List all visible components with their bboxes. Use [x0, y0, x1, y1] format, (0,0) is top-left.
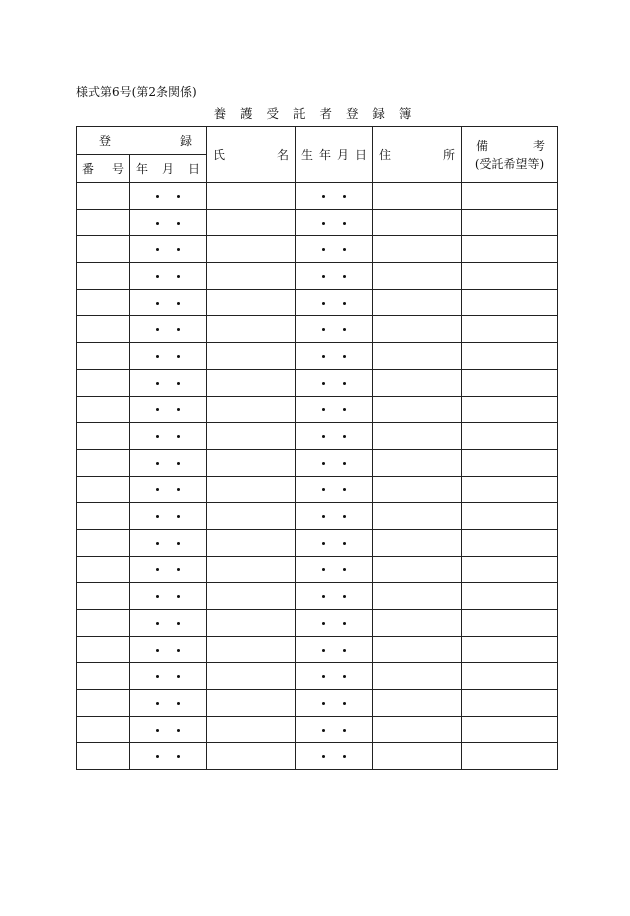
- birthdate-cell[interactable]: [296, 396, 373, 423]
- birthdate-cell[interactable]: [296, 716, 373, 743]
- number-cell[interactable]: [77, 183, 130, 210]
- date-separator-dot: [322, 595, 325, 598]
- date-separator-dot: [343, 595, 346, 598]
- date-separator-dot: [156, 382, 159, 385]
- date-separator-dot: [177, 435, 180, 438]
- date-header: [130, 155, 207, 183]
- birthdate-cell[interactable]: [296, 343, 373, 370]
- date-cell[interactable]: [130, 236, 207, 263]
- birthdate-cell[interactable]: [296, 423, 373, 450]
- address-cell[interactable]: [373, 476, 462, 503]
- date-separator-dot: [177, 595, 180, 598]
- date-separator-dot: [322, 755, 325, 758]
- address-cell[interactable]: [373, 690, 462, 717]
- address-cell[interactable]: [373, 583, 462, 610]
- number-cell[interactable]: [77, 396, 130, 423]
- remarks-cell[interactable]: [462, 209, 558, 236]
- date-separator-dot: [156, 222, 159, 225]
- number-cell[interactable]: [77, 316, 130, 343]
- table-row: [77, 423, 558, 450]
- address-cell[interactable]: [373, 716, 462, 743]
- date-separator-dot: [343, 729, 346, 732]
- name-cell[interactable]: [207, 690, 296, 717]
- date-separator-dot: [156, 755, 159, 758]
- number-cell[interactable]: [77, 289, 130, 316]
- remarks-cell[interactable]: [462, 690, 558, 717]
- registration-label-2: 録: [179, 134, 192, 148]
- address-cell[interactable]: [373, 316, 462, 343]
- remarks-cell[interactable]: [462, 263, 558, 290]
- table-row: [77, 636, 558, 663]
- date-separator-dot: [156, 622, 159, 625]
- name-cell[interactable]: [207, 316, 296, 343]
- name-cell[interactable]: [207, 423, 296, 450]
- remarks-cell[interactable]: [462, 369, 558, 396]
- address-cell[interactable]: [373, 636, 462, 663]
- date-separator-dot: [177, 515, 180, 518]
- date-separator-dot: [156, 328, 159, 331]
- date-separator-dot: [322, 408, 325, 411]
- address-cell[interactable]: [373, 209, 462, 236]
- date-separator-dot: [343, 675, 346, 678]
- date-separator-dot: [177, 542, 180, 545]
- date-separator-dot: [322, 729, 325, 732]
- name-cell[interactable]: [207, 556, 296, 583]
- name-cell[interactable]: [207, 503, 296, 530]
- date-cell[interactable]: [130, 396, 207, 423]
- date-separator-dot: [322, 195, 325, 198]
- address-label-1: 住: [379, 148, 392, 162]
- table-row: [77, 343, 558, 370]
- table-row: [77, 369, 558, 396]
- date-separator-dot: [177, 408, 180, 411]
- table-row: [77, 449, 558, 476]
- number-label-2: 号: [111, 162, 124, 176]
- date-separator-dot: [177, 568, 180, 571]
- date-separator-dot: [156, 435, 159, 438]
- birthdate-cell[interactable]: [296, 556, 373, 583]
- date-cell[interactable]: [130, 476, 207, 503]
- remarks-cell[interactable]: [462, 343, 558, 370]
- remarks-label-1: 備: [476, 139, 489, 153]
- form-label: 様式第6号(第2条関係): [76, 85, 197, 99]
- remarks-cell[interactable]: [462, 423, 558, 450]
- date-separator-dot: [343, 302, 346, 305]
- number-cell[interactable]: [77, 423, 130, 450]
- date-cell[interactable]: [130, 183, 207, 210]
- birthdate-label-4: 日: [354, 148, 367, 162]
- date-cell[interactable]: [130, 556, 207, 583]
- remarks-cell[interactable]: [462, 716, 558, 743]
- table-row: [77, 289, 558, 316]
- birthdate-cell[interactable]: [296, 209, 373, 236]
- name-cell[interactable]: [207, 449, 296, 476]
- table-row: [77, 236, 558, 263]
- date-separator-dot: [322, 382, 325, 385]
- number-cell[interactable]: [77, 343, 130, 370]
- date-cell[interactable]: [130, 316, 207, 343]
- date-separator-dot: [322, 222, 325, 225]
- page-title: 養 護 受 託 者 登 録 簿: [213, 106, 417, 121]
- remarks-cell[interactable]: [462, 529, 558, 556]
- date-separator-dot: [343, 195, 346, 198]
- date-separator-dot: [343, 435, 346, 438]
- address-header: [373, 127, 462, 183]
- remarks-cell[interactable]: [462, 476, 558, 503]
- date-separator-dot: [322, 515, 325, 518]
- remarks-cell[interactable]: [462, 583, 558, 610]
- date-separator-dot: [322, 435, 325, 438]
- birthdate-header: [296, 127, 373, 183]
- date-cell[interactable]: [130, 716, 207, 743]
- birthdate-label-1: 生: [301, 148, 314, 162]
- date-separator-dot: [156, 702, 159, 705]
- date-separator-dot: [177, 649, 180, 652]
- date-cell[interactable]: [130, 449, 207, 476]
- registration-header: [77, 127, 207, 155]
- remarks-header: [462, 127, 558, 183]
- date-separator-dot: [343, 568, 346, 571]
- date-separator-dot: [156, 675, 159, 678]
- registration-label-1: 登: [99, 134, 112, 148]
- birthdate-cell[interactable]: [296, 263, 373, 290]
- date-separator-dot: [343, 328, 346, 331]
- name-cell[interactable]: [207, 209, 296, 236]
- birthdate-cell[interactable]: [296, 743, 373, 770]
- table-row: [77, 556, 558, 583]
- date-separator-dot: [177, 222, 180, 225]
- date-separator-dot: [177, 755, 180, 758]
- birthdate-cell[interactable]: [296, 289, 373, 316]
- address-cell[interactable]: [373, 610, 462, 637]
- birthdate-cell[interactable]: [296, 236, 373, 263]
- number-cell[interactable]: [77, 583, 130, 610]
- table-row: [77, 663, 558, 690]
- date-separator-dot: [343, 462, 346, 465]
- name-label-2: 名: [276, 148, 289, 162]
- date-separator-dot: [343, 755, 346, 758]
- birthdate-cell[interactable]: [296, 529, 373, 556]
- name-cell[interactable]: [207, 343, 296, 370]
- address-cell[interactable]: [373, 529, 462, 556]
- name-cell[interactable]: [207, 476, 296, 503]
- name-cell[interactable]: [207, 529, 296, 556]
- table-row: [77, 529, 558, 556]
- address-cell[interactable]: [373, 236, 462, 263]
- date-separator-dot: [156, 275, 159, 278]
- date-separator-dot: [177, 195, 180, 198]
- remarks-cell[interactable]: [462, 236, 558, 263]
- number-cell[interactable]: [77, 716, 130, 743]
- table-row: [77, 476, 558, 503]
- address-cell[interactable]: [373, 743, 462, 770]
- date-separator-dot: [156, 195, 159, 198]
- birthdate-cell[interactable]: [296, 663, 373, 690]
- date-cell[interactable]: [130, 289, 207, 316]
- table-row: [77, 690, 558, 717]
- date-cell[interactable]: [130, 636, 207, 663]
- remarks-label-2: 考: [532, 139, 545, 153]
- number-cell[interactable]: [77, 743, 130, 770]
- name-cell[interactable]: [207, 183, 296, 210]
- address-cell[interactable]: [373, 423, 462, 450]
- date-separator-dot: [177, 355, 180, 358]
- register-table: [76, 126, 558, 770]
- date-separator-dot: [177, 275, 180, 278]
- date-separator-dot: [343, 408, 346, 411]
- number-label-1: 番: [82, 162, 95, 176]
- date-separator-dot: [322, 542, 325, 545]
- remarks-cell[interactable]: [462, 449, 558, 476]
- date-cell[interactable]: [130, 343, 207, 370]
- date-separator-dot: [177, 702, 180, 705]
- date-separator-dot: [156, 568, 159, 571]
- table-row: [77, 316, 558, 343]
- name-cell[interactable]: [207, 263, 296, 290]
- date-separator-dot: [177, 675, 180, 678]
- date-separator-dot: [322, 675, 325, 678]
- birthdate-cell[interactable]: [296, 369, 373, 396]
- name-cell[interactable]: [207, 663, 296, 690]
- date-separator-dot: [156, 488, 159, 491]
- number-cell[interactable]: [77, 476, 130, 503]
- number-cell[interactable]: [77, 209, 130, 236]
- date-separator-dot: [156, 595, 159, 598]
- number-header: [77, 155, 130, 183]
- date-separator-dot: [156, 649, 159, 652]
- name-cell[interactable]: [207, 396, 296, 423]
- address-cell[interactable]: [373, 503, 462, 530]
- date-separator-dot: [177, 622, 180, 625]
- remarks-cell[interactable]: [462, 183, 558, 210]
- date-separator-dot: [177, 248, 180, 251]
- date-separator-dot: [156, 462, 159, 465]
- date-separator-dot: [343, 702, 346, 705]
- date-separator-dot: [156, 515, 159, 518]
- date-separator-dot: [343, 488, 346, 491]
- date-cell[interactable]: [130, 583, 207, 610]
- name-cell[interactable]: [207, 716, 296, 743]
- table-row: [77, 503, 558, 530]
- name-cell[interactable]: [207, 636, 296, 663]
- name-cell[interactable]: [207, 743, 296, 770]
- number-cell[interactable]: [77, 236, 130, 263]
- remarks-note: (受託希望等): [474, 157, 545, 171]
- date-separator-dot: [322, 622, 325, 625]
- date-separator-dot: [343, 622, 346, 625]
- birthdate-cell[interactable]: [296, 610, 373, 637]
- date-separator-dot: [343, 248, 346, 251]
- name-cell[interactable]: [207, 610, 296, 637]
- name-header: [207, 127, 296, 183]
- date-cell[interactable]: [130, 663, 207, 690]
- birthdate-cell[interactable]: [296, 636, 373, 663]
- remarks-cell[interactable]: [462, 610, 558, 637]
- number-cell[interactable]: [77, 529, 130, 556]
- date-cell[interactable]: [130, 610, 207, 637]
- date-separator-dot: [177, 382, 180, 385]
- date-separator-dot: [343, 649, 346, 652]
- remarks-cell[interactable]: [462, 743, 558, 770]
- number-cell[interactable]: [77, 369, 130, 396]
- date-separator-dot: [322, 462, 325, 465]
- date-cell[interactable]: [130, 369, 207, 396]
- date-separator-dot: [177, 302, 180, 305]
- table-row: [77, 183, 558, 210]
- date-separator-dot: [343, 222, 346, 225]
- table-row: [77, 743, 558, 770]
- birthdate-label-3: 月: [336, 148, 349, 162]
- remarks-cell[interactable]: [462, 636, 558, 663]
- date-label-3: 日: [187, 162, 200, 176]
- date-cell[interactable]: [130, 529, 207, 556]
- address-cell[interactable]: [373, 369, 462, 396]
- date-separator-dot: [156, 408, 159, 411]
- address-cell[interactable]: [373, 289, 462, 316]
- date-cell[interactable]: [130, 209, 207, 236]
- date-separator-dot: [322, 275, 325, 278]
- date-separator-dot: [343, 275, 346, 278]
- birthdate-label-2: 年: [318, 148, 331, 162]
- date-separator-dot: [322, 328, 325, 331]
- birthdate-cell[interactable]: [296, 316, 373, 343]
- date-separator-dot: [343, 515, 346, 518]
- remarks-cell[interactable]: [462, 316, 558, 343]
- number-cell[interactable]: [77, 503, 130, 530]
- date-cell[interactable]: [130, 503, 207, 530]
- name-cell[interactable]: [207, 236, 296, 263]
- date-separator-dot: [322, 702, 325, 705]
- date-cell[interactable]: [130, 690, 207, 717]
- birthdate-cell[interactable]: [296, 503, 373, 530]
- number-cell[interactable]: [77, 556, 130, 583]
- date-separator-dot: [322, 649, 325, 652]
- date-separator-dot: [322, 302, 325, 305]
- name-cell[interactable]: [207, 583, 296, 610]
- number-cell[interactable]: [77, 690, 130, 717]
- date-separator-dot: [343, 355, 346, 358]
- date-separator-dot: [177, 488, 180, 491]
- date-separator-dot: [322, 355, 325, 358]
- name-cell[interactable]: [207, 369, 296, 396]
- table-row: [77, 610, 558, 637]
- birthdate-cell[interactable]: [296, 183, 373, 210]
- date-cell[interactable]: [130, 423, 207, 450]
- date-separator-dot: [177, 729, 180, 732]
- date-cell[interactable]: [130, 743, 207, 770]
- table-row: [77, 583, 558, 610]
- date-separator-dot: [156, 302, 159, 305]
- date-label-1: 年: [136, 162, 149, 176]
- remarks-cell[interactable]: [462, 556, 558, 583]
- number-cell[interactable]: [77, 263, 130, 290]
- address-label-2: 所: [442, 148, 455, 162]
- date-separator-dot: [343, 542, 346, 545]
- date-separator-dot: [343, 382, 346, 385]
- name-label-1: 氏: [213, 148, 226, 162]
- table-row: [77, 716, 558, 743]
- date-separator-dot: [177, 462, 180, 465]
- remarks-cell[interactable]: [462, 396, 558, 423]
- number-cell[interactable]: [77, 610, 130, 637]
- table-row: [77, 396, 558, 423]
- number-cell[interactable]: [77, 449, 130, 476]
- date-separator-dot: [156, 729, 159, 732]
- date-separator-dot: [156, 248, 159, 251]
- address-cell[interactable]: [373, 663, 462, 690]
- header-row-1: [77, 127, 558, 155]
- address-cell[interactable]: [373, 556, 462, 583]
- table-row: [77, 209, 558, 236]
- birthdate-cell[interactable]: [296, 690, 373, 717]
- date-label-2: 月: [161, 162, 174, 176]
- date-separator-dot: [322, 488, 325, 491]
- birthdate-cell[interactable]: [296, 449, 373, 476]
- birthdate-cell[interactable]: [296, 476, 373, 503]
- name-cell[interactable]: [207, 289, 296, 316]
- number-cell[interactable]: [77, 636, 130, 663]
- address-cell[interactable]: [373, 183, 462, 210]
- remarks-cell[interactable]: [462, 289, 558, 316]
- table-row: [77, 263, 558, 290]
- address-cell[interactable]: [373, 263, 462, 290]
- date-separator-dot: [156, 542, 159, 545]
- date-separator-dot: [322, 568, 325, 571]
- address-cell[interactable]: [373, 396, 462, 423]
- address-cell[interactable]: [373, 343, 462, 370]
- date-separator-dot: [322, 248, 325, 251]
- number-cell[interactable]: [77, 663, 130, 690]
- remarks-cell[interactable]: [462, 663, 558, 690]
- address-cell[interactable]: [373, 449, 462, 476]
- date-cell[interactable]: [130, 263, 207, 290]
- birthdate-cell[interactable]: [296, 583, 373, 610]
- date-separator-dot: [177, 328, 180, 331]
- date-separator-dot: [156, 355, 159, 358]
- remarks-cell[interactable]: [462, 503, 558, 530]
